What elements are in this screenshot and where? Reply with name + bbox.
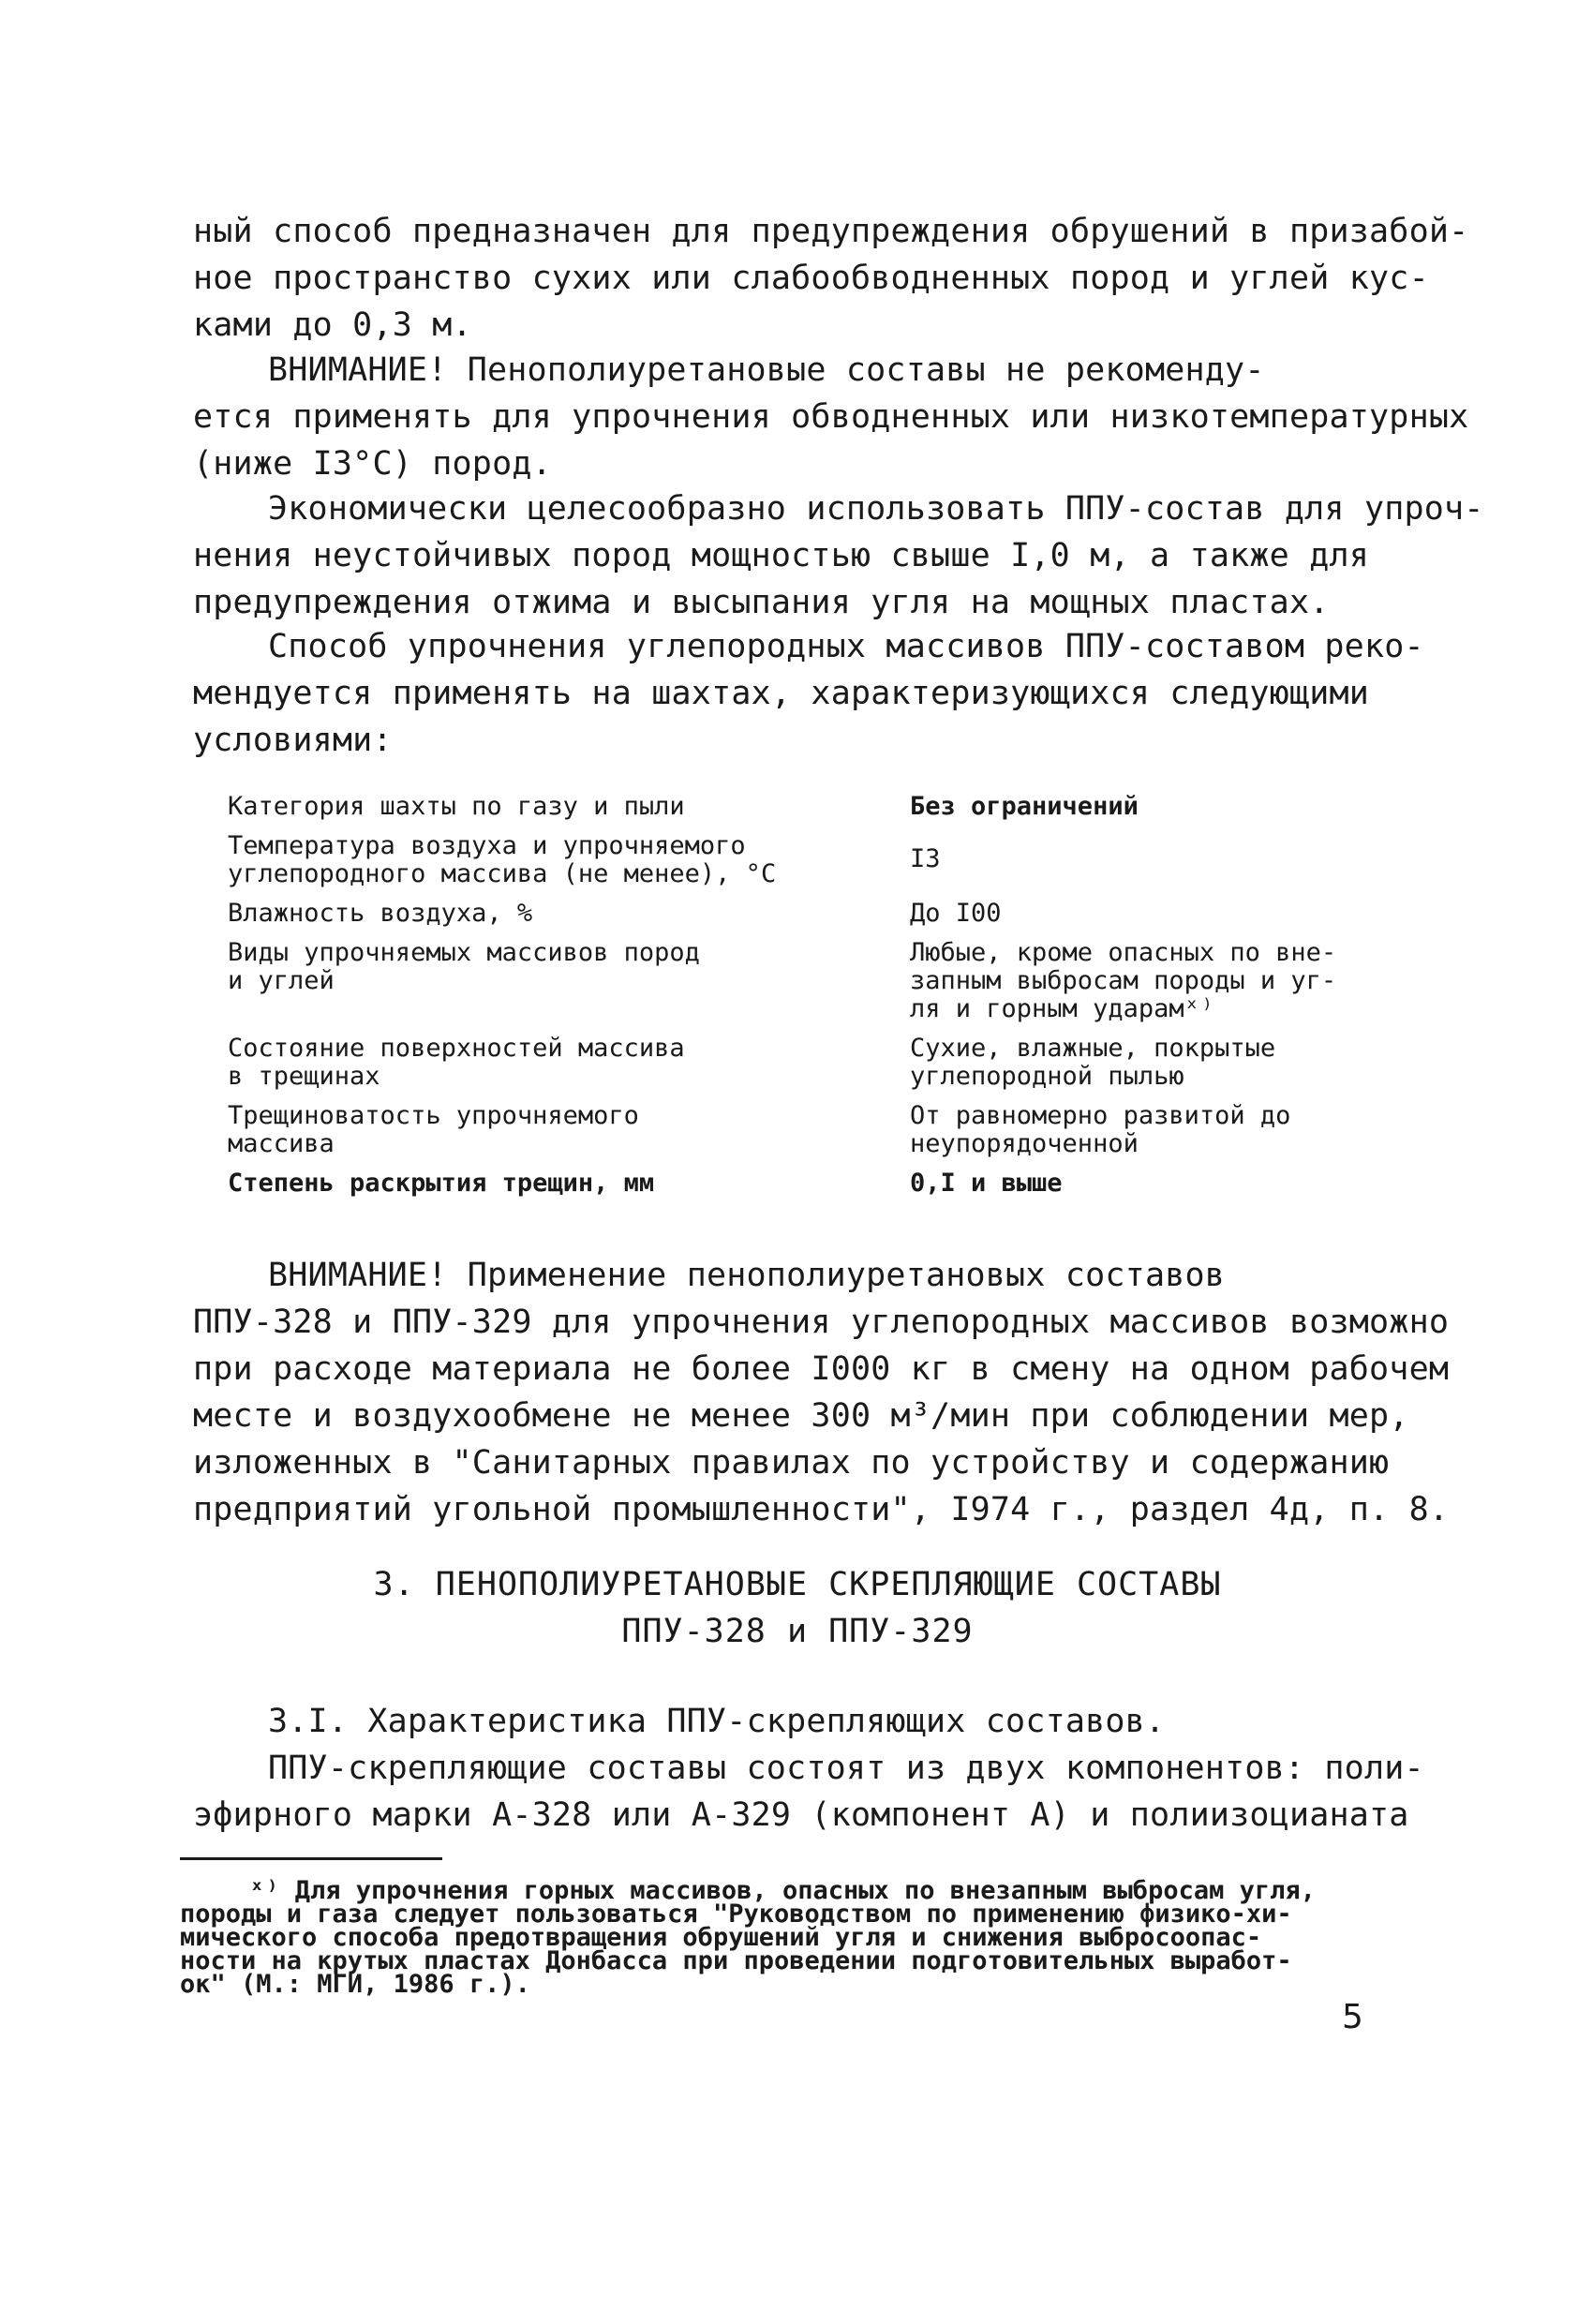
text-line: изложенных в "Санитарных правилах по устройству и содержанию [193, 1444, 1390, 1482]
section-heading [193, 1561, 1402, 1655]
heading-line: ППУ-328 и ППУ-329 [621, 1613, 974, 1650]
subsection-title [193, 1698, 1402, 1745]
paragraph-1 [193, 208, 1469, 349]
text-line: ный способ предназначен для предупреждения обрушений в призабой- [193, 213, 1469, 250]
cell-line: углепородного массива (не менее), °С [228, 859, 777, 888]
footnote-divider [180, 1857, 442, 1860]
text-line: предупреждения отжима и высыпания угля на мощных пластах. [193, 584, 1330, 621]
text-line: ное пространство сухих или слабообводненных пород и углей кус- [193, 260, 1429, 297]
text-line: ППУ-скрепляющие составы состоят из двух компонентов: поли- [268, 1750, 1424, 1787]
cell-line: Трещиноватость упрочняемого [228, 1101, 639, 1130]
footnote [180, 1876, 1398, 1999]
text-line: мендуется применять на шахтах, характеризующихся следующими [193, 675, 1370, 712]
cell-line: До I00 [910, 899, 1002, 928]
cell-line: Категория шахты по газу и пыли [228, 792, 685, 821]
cell-line: Любые, кроме опасных по вне- [910, 938, 1337, 967]
table-row [228, 1102, 1408, 1158]
footnote-line: ности на крутых пластах Донбасса при проведении подготовительных выработ- [180, 1946, 1292, 1975]
cell-line: и углей [228, 966, 335, 995]
text-line: Экономически целесообразно использовать ППУ-состав для упроч- [268, 490, 1484, 528]
table-row [228, 939, 1408, 1023]
cell-line: Температура воздуха и упрочняемого [228, 831, 746, 860]
text-line: ППУ-328 и ППУ-329 для упрочнения углепородных массивов возможно [193, 1304, 1450, 1341]
cell-line: запным выбросам породы и уг- [910, 966, 1337, 995]
condition-parameter [228, 1102, 910, 1158]
warning-paragraph-2 [193, 1252, 1450, 1533]
text-line: месте и воздухообмене не менее 300 м³/мин при соблюдении мер, [193, 1397, 1409, 1435]
text-line: Способ упрочнения углепородных массивов ППУ-составом реко- [268, 628, 1424, 665]
paragraph-3 [193, 485, 1484, 626]
cell-line: I3 [910, 844, 941, 873]
footnote-line: породы и газа следует пользоваться "Руководством по применению физико-хи- [180, 1899, 1292, 1929]
condition-parameter [228, 900, 910, 928]
text-line: при расходе материала не более I000 кг в смену на одном рабочем [193, 1350, 1450, 1388]
cell-line: Виды упрочняемых массивов пород [228, 938, 700, 967]
text-line: ется применять для упрочнения обводненных или низкотемпературных [193, 398, 1469, 436]
paragraph-5 [193, 1745, 1424, 1839]
table-row [228, 900, 1408, 928]
text-line: ВНИМАНИЕ! Применение пенополиуретановых составов [268, 1257, 1226, 1294]
table-row [228, 832, 1408, 888]
text-line: ками до 0,3 м. [193, 306, 472, 344]
cell-line: углепородной пылью [910, 1062, 1184, 1091]
cell-line: 0,I и выше [910, 1169, 1063, 1198]
page-number: 5 [1342, 1998, 1363, 2036]
condition-value [910, 793, 1397, 821]
cell-line: массива [228, 1129, 335, 1158]
paragraph-4 [193, 623, 1424, 764]
condition-value [910, 900, 1397, 928]
conditions-table [228, 793, 1408, 1209]
text-line: эфирного марки А-328 или А-329 (компонент А) и полиизоцианата [193, 1796, 1409, 1834]
condition-value [910, 832, 1397, 873]
condition-parameter [228, 939, 910, 995]
cell-line: Без ограничений [910, 792, 1139, 821]
cell-line: Степень раскрытия трещин, мм [228, 1169, 655, 1198]
table-row [228, 1169, 1408, 1198]
text-line: (ниже I3°С) пород. [193, 445, 552, 483]
condition-value [910, 1035, 1397, 1091]
cell-line: Сухие, влажные, покрытые [910, 1034, 1276, 1063]
text-line: условиями: [193, 722, 393, 759]
condition-value [910, 1102, 1397, 1158]
footnote-line: ок" (М.: МГИ, 1986 г.). [180, 1970, 530, 1999]
cell-line: Влажность воздуха, % [228, 899, 533, 928]
condition-parameter [228, 793, 910, 821]
table-row [228, 1035, 1408, 1091]
footnote-line: ˣ⁾ Для упрочнения горных массивов, опасных по внезапным выбросам угля, [249, 1876, 1316, 1905]
cell-line: ля и горным ударамˣ⁾ [910, 994, 1215, 1023]
table-row [228, 793, 1408, 821]
warning-paragraph-1 [193, 347, 1469, 487]
text-line: нения неустойчивых пород мощностью свыше I,0 м, а также для [193, 537, 1370, 574]
heading-line: 3. ПЕНОПОЛИУРЕТАНОВЫЕ СКРЕПЛЯЮЩИЕ СОСТАВЫ [373, 1566, 1222, 1603]
condition-value [910, 939, 1397, 1023]
cell-line: Состояние поверхностей массива [228, 1034, 685, 1063]
condition-parameter [228, 1035, 910, 1091]
condition-value [910, 1169, 1397, 1198]
condition-parameter [228, 832, 910, 888]
text-line: 3.I. Характеристика ППУ-скрепляющих составов. [268, 1703, 1166, 1740]
cell-line: От равномерно развитой до [910, 1101, 1291, 1130]
cell-line: неупорядоченной [910, 1129, 1139, 1158]
text-line: предприятий угольной промышленности", I974 г., раздел 4д, п. 8. [193, 1491, 1450, 1528]
text-line: ВНИМАНИЕ! Пенополиуретановые составы не рекоменду- [268, 351, 1265, 389]
cell-line: в трещинах [228, 1062, 380, 1091]
footnote-line: мического способа предотвращения обрушений угля и снижения выбросоопас- [180, 1923, 1262, 1952]
condition-parameter [228, 1169, 910, 1198]
